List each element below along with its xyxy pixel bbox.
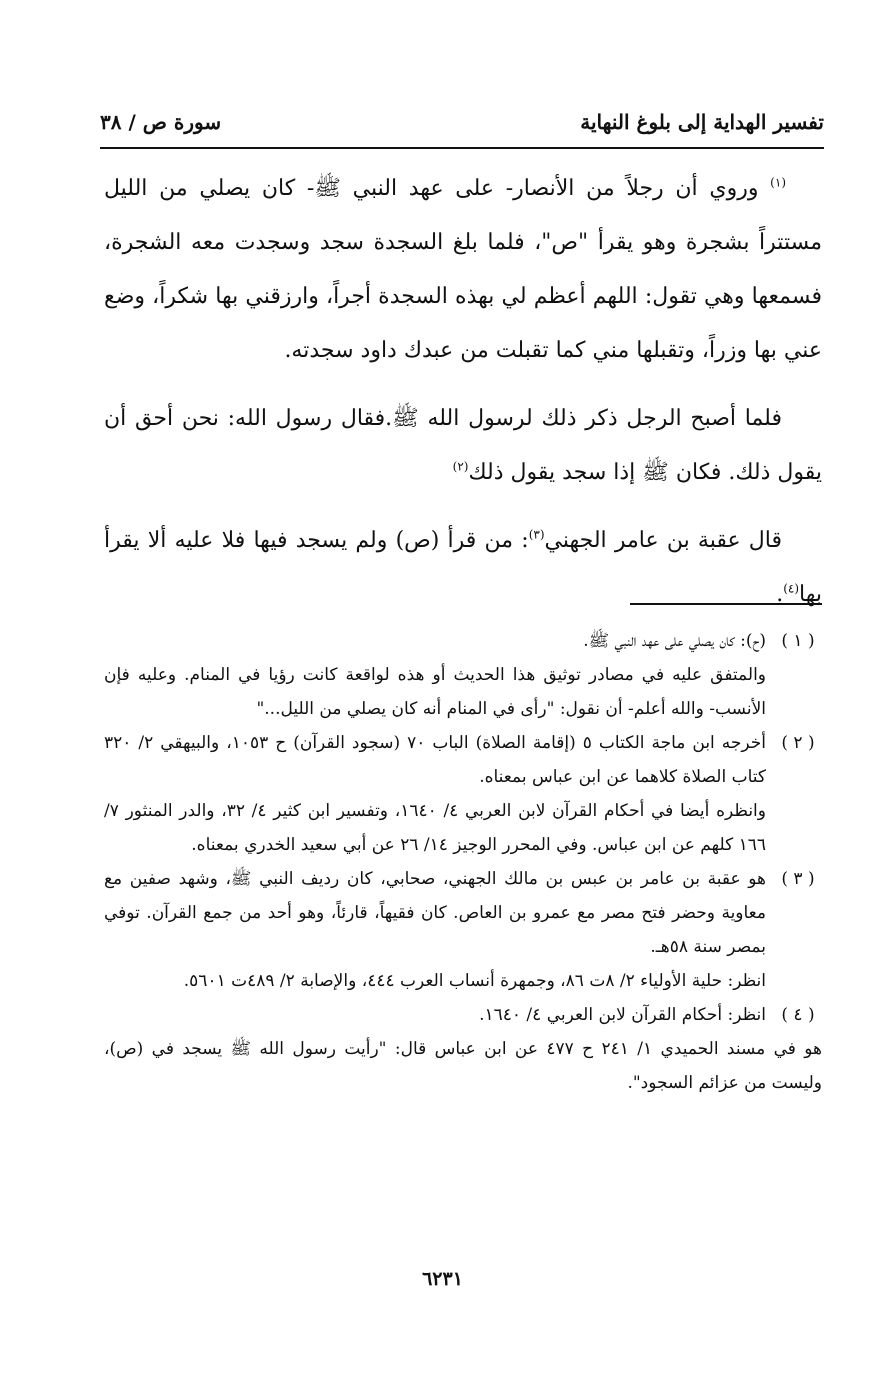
running-header (100, 104, 824, 144)
footnote-line: انظر: حلية الأولياء ٢/ ٨ت ٨٦، وجمهرة أنساب العرب ٤٤٤، والإصابة ٢/ ٤٨٩ت ٥٦٠١. (183, 971, 766, 991)
footnote-line: انظر: أحكام القرآن لابن العربي ٤/ ١٦٤٠. (479, 1005, 766, 1025)
footnote-4 (104, 998, 822, 1032)
page-number: ٦٢٣١ (422, 1268, 463, 1290)
footnote-line: هو عقبة بن عامر بن عبس بن مالك الجهني، صحابي، كان رديف النبي ﷺ، وشهد صفين مع معاوية وحضر فتح مصر مع عمرو بن العاص. كان فقيهاً، قارئاً، وهو أحد من جمع القرآن. توفي بمصر سنة ٥٨هـ. (104, 869, 766, 957)
footnote-number: ( ١ ) (781, 631, 815, 651)
footnote-divider (630, 603, 822, 605)
footnote-continuation: هو في مسند الحميدي ١/ ٢٤١ ح ٤٧٧ عن ابن عباس قال: "رأيت رسول الله ﷺ يسجد في (ص)، وليست من عزائم السجود". (104, 1039, 822, 1093)
surah-page-label: سورة ص / ٣٨ (100, 110, 222, 134)
paragraph-3-text-b: : من قرأ (ص) ولم يسجد فيها فلا عليه ألا يقرأ بها (104, 528, 822, 607)
footnotes (104, 624, 822, 1100)
footnote-number: ( ٤ ) (781, 1005, 815, 1025)
footnote-1 (104, 624, 822, 726)
paragraph-2-text: فلما أصبح الرجل ذكر ذلك لرسول الله ﷺ.فقال رسول الله: نحن أحق أن يقول ذلك. فكان ﷺ إذا سجد يقول ذلك (104, 406, 822, 485)
footnote-line: والمتفق عليه في مصادر توثيق هذا الحديث أو هذه لواقعة كانت رؤيا في المنام. وعليه فإن الأنسب- والله أعلم- أن نقول: "رأى في المنام أنه كان يصلي من الليل..." (104, 665, 766, 719)
paragraph-3-end: . (776, 582, 784, 607)
footnote-3 (104, 862, 822, 998)
footnote-ref-3[interactable]: (٣) (528, 527, 545, 542)
footnote-ref-4[interactable]: (٤) (783, 581, 800, 596)
paragraph-3 (104, 514, 822, 622)
footnote-number: ( ٢ ) (781, 733, 815, 753)
paragraph-1 (104, 162, 822, 378)
footnote-line: أخرجه ابن ماجة الكتاب ٥ (إقامة الصلاة) الباب ٧٠ (سجود القرآن) ح ١٠٥٣، والبيهقي ٢/ ٣٢٠ كتاب الصلاة كلاهما عن ابن عباس بمعناه. (104, 733, 767, 787)
footnote-number: ( ٣ ) (781, 869, 815, 889)
main-text (104, 162, 822, 636)
paragraph-3-text-a: قال عقبة بن عامر الجهني (544, 528, 782, 553)
paragraph-1-text: وروي أن رجلاً من الأنصار- على عهد النبي ﷺ- كان يصلي من الليل مستتراً بشجرة وهو يقرأ "ص"، فلما بلغ السجدة سجد وسجدت معه الشجرة، فسمعها وهي تقول: اللهم أعظم لي بهذه السجدة أجراً، وارزقني بها شكراً، وضع عني بها وزراً، وتقبلها مني كما تقبلت من عبدك داود سجدته. (104, 176, 822, 363)
footnote-line: (ح): كان يصلي على عهد النبي ﷺ. (583, 631, 766, 651)
footnote-ref-1[interactable]: (١) (770, 175, 786, 190)
book-title: تفسير الهداية إلى بلوغ النهاية (580, 110, 824, 134)
header-divider (100, 147, 824, 149)
footnote-ref-2[interactable]: (٢) (452, 459, 469, 474)
footnote-line: وانظره أيضا في أحكام القرآن لابن العربي ٤/ ١٦٤٠، وتفسير ابن كثير ٤/ ٣٢، والدر المنثور ٧/ ١٦٦ كلهم عن ابن عباس. وفي المحرر الوجيز ١٤/ ٢٦ عن أبي سعيد الخدري بمعناه. (104, 801, 766, 855)
footnote-2 (104, 726, 822, 862)
paragraph-2 (104, 392, 822, 500)
